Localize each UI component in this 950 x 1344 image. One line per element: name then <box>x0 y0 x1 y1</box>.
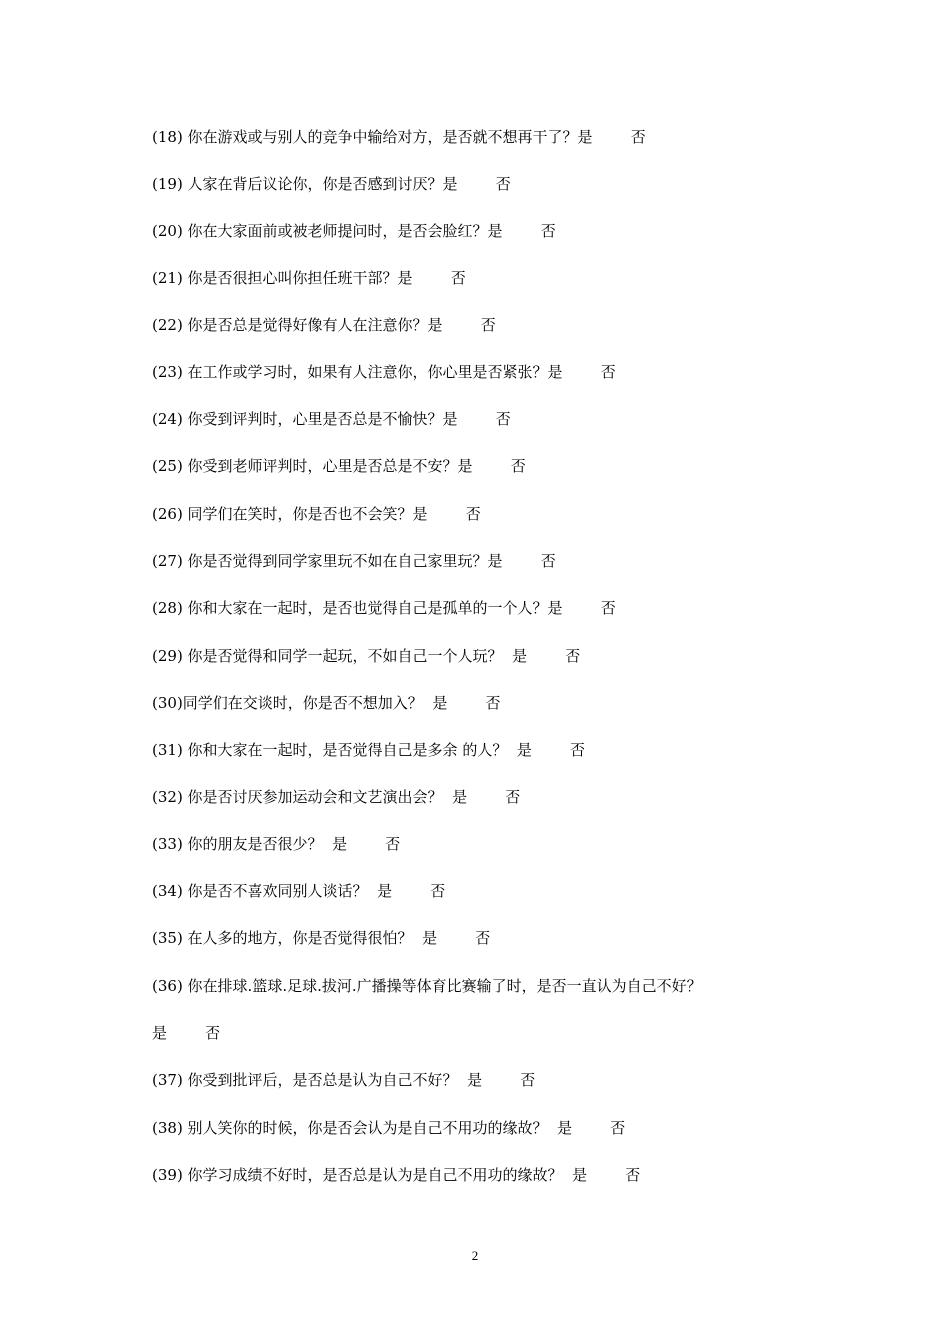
question-23: (23) 在工作或学习时，如果有人注意你，你心里是否紧张？是 否 <box>152 363 616 381</box>
question-36: (36) 你在排球.篮球.足球.拔河.广播操等体育比赛输了时，是否一直认为自己不好？ <box>152 977 702 995</box>
question-31: (31) 你和大家在一起时，是否觉得自己是多余 的人？ 是 否 <box>152 741 586 759</box>
question-36-answers: 是 否 <box>152 1024 221 1042</box>
question-26: (26) 同学们在笑时，你是否也不会笑？是 否 <box>152 505 481 523</box>
question-20: (20) 你在大家面前或被老师提问时，是否会脸红？是 否 <box>152 222 556 240</box>
question-37: (37) 你受到批评后，是否总是认为自己不好？ 是 否 <box>152 1071 536 1089</box>
question-27: (27) 你是否觉得到同学家里玩不如在自己家里玩？是 否 <box>152 552 556 570</box>
question-24: (24) 你受到评判时，心里是否总是不愉快？是 否 <box>152 410 511 428</box>
question-39: (39) 你学习成绩不好时，是否总是认为是自己不用功的缘故？ 是 否 <box>152 1166 641 1184</box>
question-33: (33) 你的朋友是否很少？ 是 否 <box>152 835 401 853</box>
page-number: 2 <box>471 1248 479 1263</box>
question-25: (25) 你受到老师评判时，心里是否总是不安？是 否 <box>152 457 526 475</box>
question-35: (35) 在人多的地方，你是否觉得很怕？ 是 否 <box>152 929 491 947</box>
question-32: (32) 你是否讨厌参加运动会和文艺演出会？ 是 否 <box>152 788 521 806</box>
question-34: (34) 你是否不喜欢同别人谈话？ 是 否 <box>152 882 446 900</box>
question-38: (38) 别人笑你的时候，你是否会认为是自己不用功的缘故？ 是 否 <box>152 1119 626 1137</box>
question-29: (29) 你是否觉得和同学一起玩，不如自己一个人玩？ 是 否 <box>152 647 581 665</box>
question-22: (22) 你是否总是觉得好像有人在注意你？是 否 <box>152 316 496 334</box>
question-18: (18) 你在游戏或与别人的竞争中输给对方，是否就不想再干了？是 否 <box>152 128 646 146</box>
question-30: (30)同学们在交谈时，你是否不想加入？ 是 否 <box>152 694 501 712</box>
question-21: (21) 你是否很担心叫你担任班干部？是 否 <box>152 269 466 287</box>
question-28: (28) 你和大家在一起时，是否也觉得自己是孤单的一个人？是 否 <box>152 599 616 617</box>
question-19: (19) 人家在背后议论你，你是否感到讨厌？是 否 <box>152 175 511 193</box>
